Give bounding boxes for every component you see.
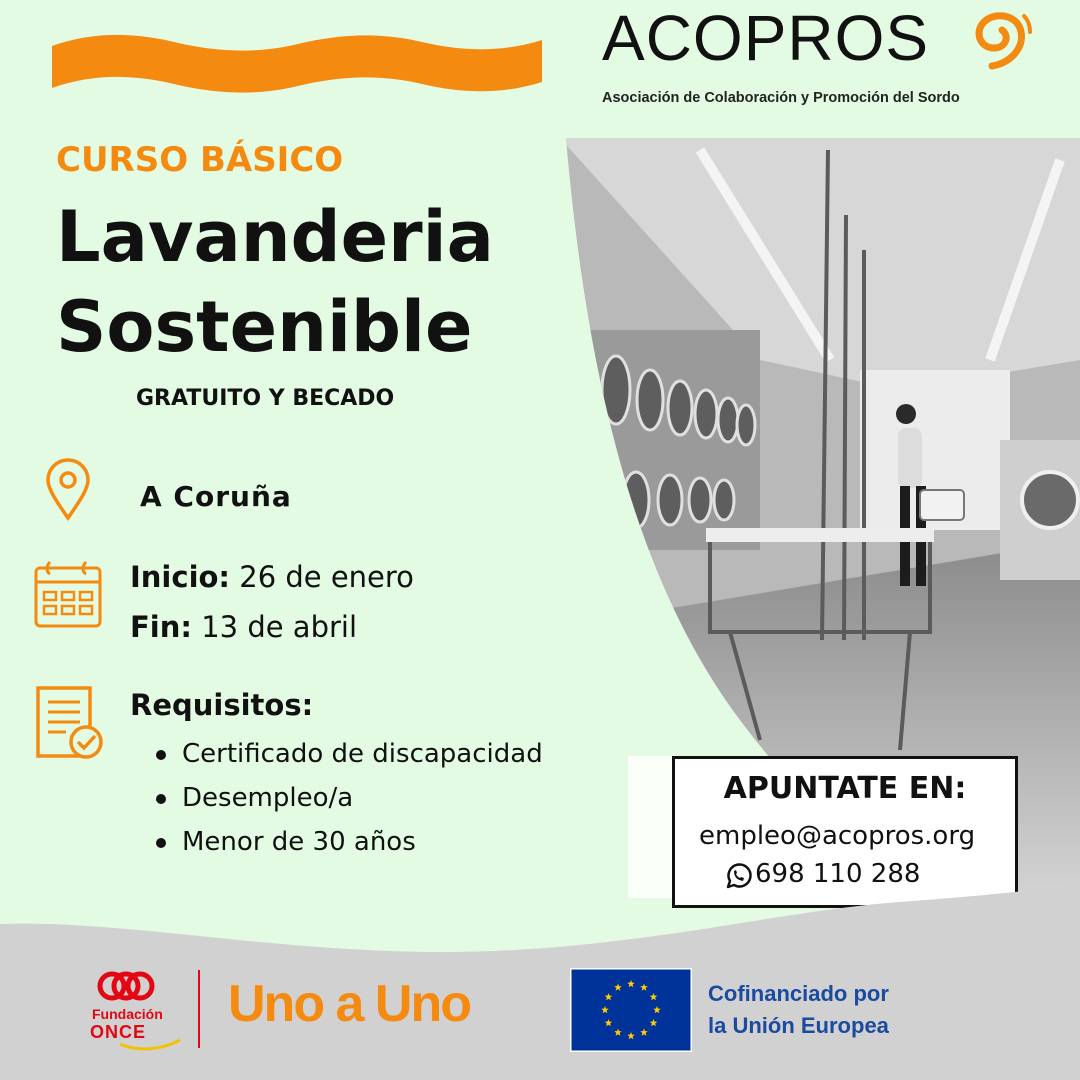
start-date-value: 26 de enero: [239, 560, 414, 594]
once-swoosh-icon: [118, 1034, 182, 1052]
eu-cofinanced-text: [708, 978, 889, 1042]
course-title-line2: Sostenible: [56, 286, 473, 368]
end-date: [130, 610, 357, 644]
end-date-value: 13 de abril: [201, 610, 358, 644]
requirements-list: [156, 732, 543, 864]
location-pin-icon: [44, 458, 92, 522]
signup-title: APUNTATE EN:: [723, 771, 967, 806]
fundacion-label: Fundación: [92, 1006, 163, 1022]
list-item: Desempleo/a: [156, 776, 543, 820]
start-date: [130, 560, 414, 594]
location-text: A Coruña: [140, 480, 292, 513]
once-label: ONCE: [90, 1022, 147, 1042]
signup-phone[interactable]: 698 110 288: [755, 859, 921, 889]
eu-text-line1: Cofinanciado por: [708, 981, 889, 1006]
course-title-line1: Lavanderia: [56, 196, 494, 278]
course-subtitle: GRATUITO Y BECADO: [136, 386, 395, 411]
requirements-title: Requisitos:: [130, 688, 314, 722]
fundacion-once-logo-icon: [96, 968, 156, 1004]
end-date-label: Fin:: [130, 610, 192, 644]
checklist-document-icon: [34, 684, 106, 762]
footer-divider: [198, 970, 200, 1048]
program-logo: Uno a Uno: [228, 975, 470, 1033]
eu-flag-icon: [570, 968, 692, 1052]
signup-email-link[interactable]: empleo@acopros.org: [699, 821, 976, 851]
calendar-icon: [32, 560, 104, 630]
start-date-label: Inicio:: [130, 560, 231, 594]
brand-subtitle: Asociación de Colaboración y Promoción del Sordo: [602, 90, 960, 106]
brand-logo-text: ACOPROS: [602, 2, 930, 74]
eu-text-line2: la Unión Europea: [708, 1013, 889, 1038]
course-title: [56, 192, 494, 372]
course-kicker: CURSO BÁSICO: [56, 140, 344, 180]
list-item: Menor de 30 años: [156, 820, 543, 864]
list-item: Certificado de discapacidad: [156, 732, 543, 776]
